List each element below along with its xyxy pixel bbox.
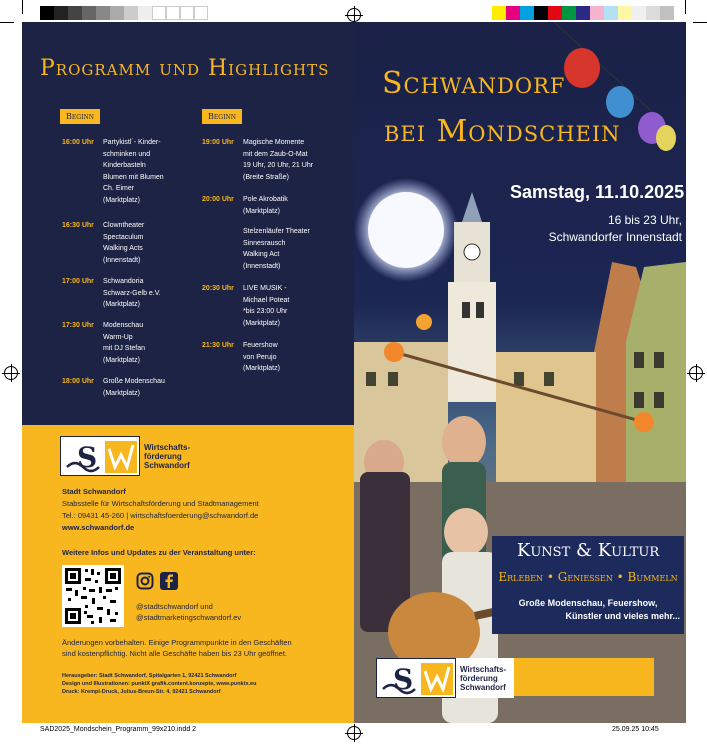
wirtschaftsfoerderung-logo-right <box>376 658 514 698</box>
svg-text:S: S <box>77 441 98 474</box>
facebook-icon[interactable] <box>160 572 178 590</box>
logo-text: Wirtschafts- förderung Schwandorf <box>460 664 507 692</box>
imprint-line-2: Design und Illustrationen: punktX grafik.content.konzepte, www.punktx.eu <box>62 681 257 687</box>
cmyk-color-bar <box>492 6 674 20</box>
print-timestamp: 25.09.25 10:45 <box>612 726 659 733</box>
registration-mark-bottom-icon <box>347 726 361 740</box>
crop-mark <box>22 0 23 14</box>
program-desc: Modenschau Warm-Up mit DJ Stefan (Marktplatz) <box>103 322 146 364</box>
program-time: 20:00 Uhr <box>202 196 234 203</box>
wirtschaftsfoerderung-logo <box>60 436 190 476</box>
more-info-heading: Weitere Infos und Updates zu der Veranstaltung unter: <box>62 548 256 557</box>
qr-code[interactable] <box>62 565 124 627</box>
program-desc: Schwandoria Schwarz-Gelb e.V. (Marktplatz) <box>103 278 161 308</box>
crop-mark <box>693 22 707 23</box>
program-time: 16:30 Uhr <box>62 222 94 229</box>
event-title-line-2: bei Mondschein <box>384 114 621 149</box>
org-dept: Stabsstelle für Wirtschaftsförderung und Stadtmanagement <box>62 499 259 508</box>
program-desc: LIVE MUSIK - Michael Poteat *bis 23:00 Uhr (Marktplatz) <box>243 285 290 327</box>
sw-logo-icon <box>376 658 456 698</box>
kk-title: Kunst & Kultur <box>516 540 660 561</box>
program-time: 21:30 Uhr <box>202 342 234 349</box>
program-desc: Feuershow von Perujo (Marktplatz) <box>243 342 280 372</box>
program-desc: Stelzenläufer Theater Sinnesrausch Walking Act (Innenstadt) <box>243 228 310 270</box>
instagram-icon[interactable] <box>136 572 154 590</box>
registration-mark-right-icon <box>689 366 703 380</box>
social-handle-1: @stadtschwandorf und <box>136 602 213 611</box>
program-time: 17:30 Uhr <box>62 322 94 329</box>
notice-line-1: Änderungen vorbehalten. Einige Programmpunkte in den Geschäften <box>62 638 292 647</box>
registration-mark-left-icon <box>4 366 18 380</box>
org-website[interactable]: www.schwandorf.de <box>62 523 135 532</box>
svg-text:S: S <box>393 663 414 696</box>
kk-subtitle: Erleben • Geniessen • Bummeln <box>498 570 678 584</box>
program-desc: Große Modenschau (Marktplatz) <box>103 378 165 397</box>
event-time: 16 bis 23 Uhr, <box>607 213 682 227</box>
program-desc: Pole Akrobatik (Marktplatz) <box>243 196 288 215</box>
crop-mark <box>0 22 14 23</box>
program-desc: Magische Momente mit dem Zaub-O-Mat 19 Uhr, 20 Uhr, 21 Uhr (Breite Straße) <box>243 139 314 181</box>
imprint-line-3: Druck: Krempl-Druck, Julius-Breun-Str. 4, 92421 Schwandorf <box>62 689 221 695</box>
file-slug: SAD2025_Mondschein_Programm_99x210.indd 2 <box>40 726 197 733</box>
kk-line-2: Künstler und vieles mehr... <box>565 611 680 621</box>
logo-text: Wirtschafts- förderung Schwandorf <box>144 442 191 470</box>
beginn-label-col1: Beginn <box>60 109 100 124</box>
program-time: 16:00 Uhr <box>62 139 94 146</box>
event-title-line-1: Schwandorf <box>382 66 566 101</box>
program-time: 20:30 Uhr <box>202 285 234 292</box>
registration-mark-top-icon <box>347 8 361 22</box>
sw-logo-icon <box>60 436 140 476</box>
imprint-line-1: Herausgeber: Stadt Schwandorf, Spitalgarten 1, 92421 Schwandorf <box>62 673 237 679</box>
program-time: 17:00 Uhr <box>62 278 94 285</box>
notice-line-2: sind kostenpflichtig. Nicht alle Geschäfte haben bis 23 Uhr geöffnet. <box>62 649 287 658</box>
program-desc: Clowntheater Spectaculum Walking Acts (Innenstadt) <box>103 222 145 264</box>
program-desc: Partykistl´- Kinder- schminken und Kinderbasteln Blumen mit Blumen Ch. Eimer (Marktplatz) <box>103 139 164 204</box>
org-name: Stadt Schwandorf <box>62 487 126 496</box>
program-time: 19:00 Uhr <box>202 139 234 146</box>
event-date: Samstag, 11.10.2025 <box>510 182 685 202</box>
org-contact: Tel.: 09431 45-260 | wirtschaftsfoerderung@schwandorf.de <box>62 511 259 520</box>
social-handle-2: @stadtmarketingschwandorf.ev <box>136 613 242 622</box>
kk-line-1: Große Modenschau, Feuershow, <box>518 598 658 608</box>
program-title: Programm und Highlights <box>40 56 330 81</box>
beginn-label-col2: Beginn <box>202 109 242 124</box>
program-time: 18:00 Uhr <box>62 378 94 385</box>
grayscale-color-bar <box>40 6 208 20</box>
crop-mark <box>685 0 686 14</box>
event-place: Schwandorfer Innenstadt <box>548 230 682 244</box>
